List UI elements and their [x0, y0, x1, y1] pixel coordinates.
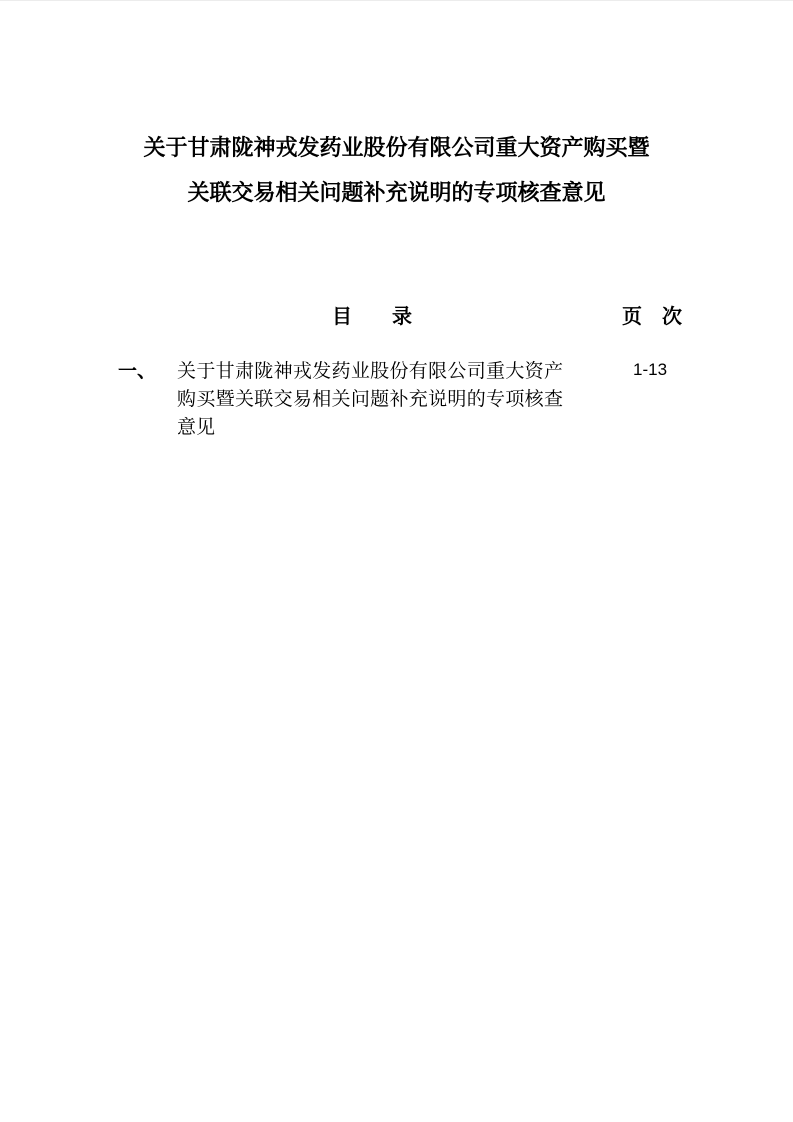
- toc-entry-pages: 1-13: [633, 360, 668, 379]
- toc-page-column-heading: 页 次: [622, 306, 682, 328]
- document-title-line1: 关于甘肃陇神戎发药业股份有限公司重大资产购买暨: [143, 135, 650, 160]
- toc-heading: 目 录: [332, 306, 412, 328]
- document-title-line2: 关联交易相关问题补充说明的专项核查意见: [187, 180, 606, 205]
- toc-entry-number: 一、: [118, 361, 157, 382]
- document-title: [0, 125, 793, 215]
- toc-entry-text: 关于甘肃陇神戎发药业股份有限公司重大资产购买暨关联交易相关问题补充说明的专项核查意见: [177, 361, 563, 438]
